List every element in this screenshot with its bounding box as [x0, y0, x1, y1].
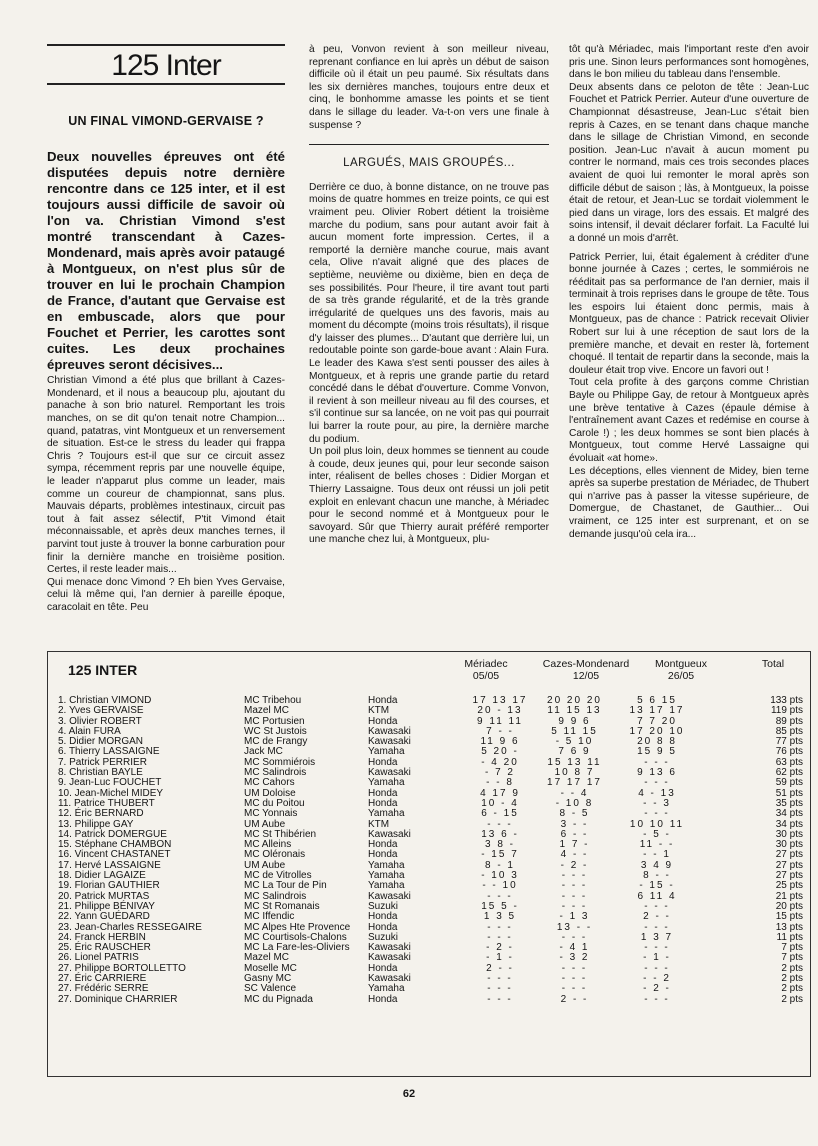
rider-name: 21. Philippe BÉNIVAY	[58, 900, 155, 912]
total-points: 35 pts	[775, 797, 803, 809]
score-meriadec: 8 - 1	[484, 859, 515, 871]
score-cazes: 10 8 7	[554, 767, 595, 779]
score-montgueux: 20 8 8	[637, 736, 677, 748]
table-row	[58, 706, 803, 716]
total-points: 2 pts	[781, 973, 803, 985]
make-name: Honda	[368, 797, 398, 809]
score-meriadec: 3 8 -	[484, 839, 515, 851]
paragraph: Derrière ce duo, à bonne distance, on ne trouve pas moins de quatre hommes en treize points, ce qui est vraiment peu. Olivier Robert détient la troisième marche du podium, sans pour autant avoir fait à aucun moment forte impression. Certes, il a remporté la dernière manche courue, mais avant cela, Olive n'avait aligné que des places de septième, neuvième ou dixième, bien en deça de ses possibilités. Pour l'heure, il tire avant tout parti de sa très grande régularité, et de la très grande irrégularité de quelques uns des favoris, mais au moment du décompte (moins trois résultats), il risque d'y laisser des plumes... D'autant que derrière lui, un redoutable pointe son garde-boue avant : Alain Fura. Le leader des Kawa s'est senti pousser des ailes à Montgueux, et à repris une grande partie du retard concédé dans le débat d'ouverture. Comme Vonvon, il revient à son meilleur niveau au fil des courses, et s'il continue sur sa lancée, on ne voit pas qui pourrait lui barrer la route pour, au pire, la dernière marche du podium.	[309, 181, 549, 445]
rider-name: 23. Jean-Charles RESSEGAIRE	[58, 921, 202, 933]
score-cazes: - 2 -	[560, 859, 589, 871]
make-name: KTM	[368, 705, 390, 717]
make-name: Kawasaki	[368, 828, 411, 840]
table-row	[58, 799, 803, 809]
score-montgueux: - - 3	[643, 797, 671, 809]
score-montgueux: - 15 -	[639, 880, 675, 892]
make-name: Yamaha	[368, 859, 405, 871]
total-points: 21 pts	[775, 890, 803, 902]
rider-name: 22. Yann GUÉDARD	[58, 911, 150, 923]
score-cazes: 11 15 13	[547, 705, 602, 717]
table-row	[58, 778, 803, 788]
score-cazes: - 5 10	[555, 736, 594, 748]
club-name: MC Salindrois	[244, 767, 307, 779]
rider-name: 8. Christian BAYLE	[58, 767, 143, 779]
make-name: Honda	[368, 921, 398, 933]
rider-name: 2. Yves GERVAISE	[58, 705, 144, 717]
score-meriadec: - 1 -	[486, 952, 514, 964]
total-points: 7 pts	[781, 942, 803, 954]
score-cazes: - 1 3	[559, 911, 590, 923]
score-montgueux: 15 9 5	[637, 746, 677, 758]
total-points: 34 pts	[775, 808, 803, 820]
club-name: MC Courtisols-Chalons	[244, 931, 347, 943]
make-name: Honda	[368, 849, 398, 861]
paragraph: Qui menace donc Vimond ? Eh bien Yves Gervaise, celui là même qui, l'an dernier à pareille époque, caracolait en tête. Peu	[47, 576, 285, 613]
score-meriadec: 11 9 6	[480, 736, 520, 748]
table-row	[58, 902, 803, 912]
table-row	[58, 809, 803, 819]
rider-name: 12. Éric BERNARD	[58, 808, 144, 820]
make-name: Kawasaki	[368, 890, 411, 902]
score-cazes: 2 - -	[560, 993, 589, 1005]
total-points: 30 pts	[775, 828, 803, 840]
score-meriadec: 20 - 13	[477, 705, 523, 717]
total-points: 51 pts	[775, 787, 803, 799]
paragraph: Christian Vimond a été plus que brillant à Cazes-Mondenard, et il nous a beaucoup plu, ajoutant du panache à son brio naturel. Remportant les trois manches, on se dit qu'on tenait notre Champion... quand, patatras, vint Montgueux et un renversement de situation. Est-ce le stress du leader qui frappa Chris ? Toujours est-il que sur ce circuit assez sympa, récemment repris par une nouvelle équipe, le leader n'apparut plus comme un leader, mais comme un coureur de championnat, sans plus. Mauvais départs, problèmes intestinaux, circuit pas tout à fait assez sélectif, P'tit Vimond était méconnaissable, et après deux manches ternes, il parvint tout juste à trouver la bonne carburation pour finir la dernière manche en troisième position. Certes, il reste leader mais...	[47, 375, 285, 576]
total-points: 7 pts	[781, 952, 803, 964]
rider-name: 27. Éric CARRIERE	[58, 973, 147, 985]
article-lead: Deux nouvelles épreuves ont été disputées depuis notre dernière rencontre dans ce 125 inter, et il est toujours aussi difficile de savoir où l'on va. Christian Vimond s'est montré transcendant à Cazes-Mondenard, mais après avoir pataugé à Montgueux, on n'est plus sûr de trouver en lui le prochain Champion de France, d'autant que Gervaise est en embuscade, alors que pour Fouchet et Perrier, les carottes sont cuites. Les deux prochaines épreuves seront décisives...	[47, 149, 285, 373]
make-name: KTM	[368, 818, 390, 830]
race-name: Montgueux	[655, 658, 707, 670]
score-cazes: 4 - -	[560, 849, 589, 861]
score-meriadec: 2 - -	[486, 962, 514, 974]
score-meriadec: - - -	[487, 818, 513, 830]
score-montgueux: - 5 -	[643, 828, 671, 840]
make-name: Yamaha	[368, 808, 405, 820]
score-cazes: - - -	[561, 931, 588, 943]
score-meriadec: 15 5 -	[481, 900, 519, 912]
club-name: MC Yonnais	[244, 808, 298, 820]
total-points: 63 pts	[775, 756, 803, 768]
score-cazes: - - -	[561, 983, 588, 995]
table-row	[58, 871, 803, 881]
rider-name: 26. Lionel PATRIS	[58, 952, 139, 964]
rider-name: 15. Stéphane CHAMBON	[58, 839, 172, 851]
score-meriadec: - - -	[487, 921, 513, 933]
score-cazes: - - -	[561, 880, 588, 892]
club-name: MC La Fare-les-Oliviers	[244, 942, 350, 954]
score-cazes: 1 7 -	[559, 839, 590, 851]
total-points: 27 pts	[775, 849, 803, 861]
race-date: 26/05	[667, 670, 695, 682]
rider-name: 9. Jean-Luc FOUCHET	[58, 777, 162, 789]
score-cazes: 3 - -	[560, 818, 589, 830]
paragraph: Un poil plus loin, deux hommes se tiennent au coude à coude, deux jeunes qui, pour leur seconde saison inter, réalisent de belles choses : Didier Morgan et Thierry Lassaigne. Tous deux ont réussi un joli petit exploit en enlevant chacun une manche, à Mériadec pour le second nommé et à Montgueux pour le savoyard. Sûr que Thierry aurait préféré remporter une manche chez lui, à Montgueux, plu-	[309, 446, 549, 546]
make-name: Kawasaki	[368, 942, 411, 954]
club-name: UM Aube	[244, 818, 286, 830]
score-montgueux: - - 2	[643, 973, 671, 985]
score-montgueux: 13 17 17	[629, 705, 685, 717]
total-points: 2 pts	[781, 983, 803, 995]
club-name: MC Sommiérois	[244, 756, 316, 768]
score-cazes: - - -	[561, 900, 588, 912]
table-row	[58, 923, 803, 933]
club-name: UM Aube	[244, 859, 286, 871]
club-name: MC Tribehou	[244, 695, 302, 706]
club-name: Gasny MC	[244, 973, 292, 985]
table-row	[58, 727, 803, 737]
score-montgueux: 1 3 7	[640, 931, 674, 943]
total-points: 27 pts	[775, 859, 803, 871]
table-row	[58, 964, 803, 974]
club-name: MC du Poitou	[244, 797, 305, 809]
table-row	[58, 717, 803, 727]
score-montgueux: - - -	[644, 962, 670, 974]
score-cazes: 13 - -	[556, 921, 593, 933]
score-montgueux: 7 7 20	[637, 715, 677, 727]
score-montgueux: - - -	[644, 777, 670, 789]
rider-name: 13. Philippe GAY	[58, 818, 134, 830]
total-points: 133 pts	[770, 695, 803, 706]
rider-name: 18. Didier LAGAIZE	[58, 870, 146, 882]
score-montgueux: - 2 -	[643, 983, 671, 995]
score-meriadec: 1 3 5	[483, 911, 517, 923]
score-montgueux: 17 20 10	[629, 725, 685, 737]
score-meriadec: - 10 3	[481, 870, 519, 882]
rider-name: 6. Thierry LASSAIGNE	[58, 746, 160, 758]
score-montgueux: 11 - -	[639, 839, 675, 851]
club-name: Moselle MC	[244, 962, 297, 974]
score-montgueux: - - -	[644, 808, 670, 820]
paragraph: Tout cela profite à des garçons comme Christian Bayle ou Philippe Gay, de retour à Montgueux après une brève tentative à Cazes (épaule démise à l'entraînement avant Cazes et redémise en course à Carole !) ; les deux hommes se sont bien placés à Montgueux, tout comme Hervé Lassaigne qui évoluait «at home».	[569, 377, 809, 464]
score-meriadec: 5 20 -	[481, 746, 519, 758]
score-meriadec: 7 - -	[486, 725, 514, 737]
make-name: Honda	[368, 839, 398, 851]
rider-name: 24. Franck HERBIN	[58, 931, 146, 943]
make-name: Yamaha	[368, 880, 405, 892]
total-points: 76 pts	[775, 746, 803, 758]
club-name: Jack MC	[244, 746, 283, 758]
table-row	[58, 974, 803, 984]
score-montgueux: 10 10 11	[629, 818, 685, 830]
score-montgueux: 4 - 13	[638, 787, 676, 799]
rider-name: 27. Philippe BORTOLLETTO	[58, 962, 186, 974]
club-name: UM Doloise	[244, 787, 296, 799]
score-meriadec: - 4 20	[481, 756, 519, 768]
make-name: Kawasaki	[368, 952, 411, 964]
race-name: Mériadec	[464, 658, 508, 670]
score-montgueux: - - -	[644, 921, 670, 933]
score-meriadec: 10 - 4	[481, 797, 519, 809]
score-cazes: - 10 8	[555, 797, 594, 809]
table-row	[58, 995, 803, 1005]
score-montgueux: - - -	[644, 900, 670, 912]
score-meriadec: - - -	[487, 973, 513, 985]
article-headline: UN FINAL VIMOND-GERVAISE ?	[68, 113, 264, 128]
race-header-montgueux	[646, 658, 716, 682]
title-rule	[47, 83, 285, 85]
score-montgueux: 8 - -	[643, 870, 671, 882]
paragraph: Deux absents dans ce peloton de tête : Jean-Luc Fouchet et Patrick Perrier. Auteur d'une ouverture de Championnat désastreuse, Jean-Luc s'était bien repris à Cazes, en se tenant dans chaque manche dans le sillage de Christian Vimond, en seconde position. Jean-Luc n'avait à aucun moment pu contrer le normand, mais ces trois secondes places avaient de quoi lui remonter le moral après son difficile début de saison ; làs, à Montgueux, la poisse était de retour, et Jean-Luc se tordait violemment le pied dans un virage, lors des essais. Et malgré des soins intensif, il devait déclarer forfait. La Faculté lui a donné un mois d'arrêt.	[569, 81, 809, 244]
make-name: Kawasaki	[368, 736, 411, 748]
rider-name: 5. Didier MORGAN	[58, 736, 144, 748]
club-name: MC de Vitrolles	[244, 870, 312, 882]
score-cazes: - - -	[561, 962, 588, 974]
score-meriadec: 6 - 15	[481, 808, 519, 820]
table-row	[58, 892, 803, 902]
make-name: Yamaha	[368, 746, 405, 758]
race-name: Cazes-Mondenard	[542, 658, 630, 670]
rider-name: 11. Patrice THUBERT	[58, 797, 155, 809]
club-name: SC Valence	[244, 983, 297, 995]
score-cazes: 7 6 9	[558, 746, 591, 758]
article-column-2	[309, 44, 549, 547]
rider-name: 3. Olivier ROBERT	[58, 715, 142, 727]
score-meriadec: - - 10	[482, 880, 518, 892]
make-name: Yamaha	[368, 777, 405, 789]
make-name: Kawasaki	[368, 973, 411, 985]
total-points: 85 pts	[775, 725, 803, 737]
score-cazes: 15 13 11	[547, 756, 602, 768]
table-row	[58, 768, 803, 778]
rider-name: 25. Éric RAUSCHER	[58, 942, 151, 954]
paragraph: Les déceptions, elles viennent de Midey, bien terne après sa superbe prestation de Mériadec, de Thubert qui n'arrive pas à passer la vitesse supérieure, de Domergue, de Chastanet, de Gauthier... Oui vraiment, ce 125 inter est surprenant, et on se demande jusqu'où cela ira...	[569, 465, 809, 540]
make-name: Honda	[368, 962, 398, 974]
make-name: Honda	[368, 695, 398, 706]
rider-name: 19. Florian GAUTHIER	[58, 880, 160, 892]
club-name: MC Portusien	[244, 715, 305, 727]
club-name: MC du Pignada	[244, 993, 313, 1005]
score-cazes: - - -	[561, 870, 588, 882]
total-header: Total	[761, 658, 785, 670]
rider-name: 16. Vincent CHASTANET	[58, 849, 171, 861]
score-montgueux: 2 - -	[643, 911, 671, 923]
rider-name: 27. Dominique CHARRIER	[58, 993, 178, 1005]
score-meriadec: - 15 7	[481, 849, 519, 861]
score-meriadec: - - -	[487, 983, 513, 995]
subhead: LARGUÉS, MAIS GROUPÉS...	[343, 157, 515, 170]
score-cazes: - - -	[561, 890, 588, 902]
club-name: MC Salindrois	[244, 890, 307, 902]
race-header-cazes	[536, 658, 636, 682]
score-meriadec: - - -	[487, 931, 513, 943]
score-montgueux: - 1 -	[643, 952, 671, 964]
club-name: Mazel MC	[244, 952, 290, 964]
total-points: 13 pts	[775, 921, 803, 933]
score-meriadec: - - 8	[486, 777, 514, 789]
paragraph: à peu, Vonvon revient à son meilleur niveau, reprenant confiance en lui après un début de saison difficile où il était un peu paumé. Six résultats dans les six dernières manches, toujours entre deux et cinq, le bonhomme amasse les points et se tient dans le sillage du leader. Va-t-on vers une finale à suspense ?	[309, 44, 549, 131]
results-title: 125 INTER	[68, 662, 138, 678]
score-cazes: 17 17 17	[547, 777, 602, 789]
table-row	[58, 881, 803, 891]
rider-name: 7. Patrick PERRIER	[58, 756, 147, 768]
score-cazes: 9 9 6	[558, 715, 591, 727]
make-name: Suzuki	[368, 900, 399, 912]
table-row	[58, 933, 803, 943]
table-row	[58, 758, 803, 768]
results-box	[47, 651, 811, 1077]
table-row	[58, 861, 803, 871]
club-name: MC St Thibérien	[244, 828, 317, 840]
total-points: 62 pts	[775, 767, 803, 779]
club-name: MC La Tour de Pin	[244, 880, 327, 892]
rider-name: 1. Christian VIMOND	[58, 695, 152, 706]
total-points: 11 pts	[776, 931, 803, 943]
total-points: 77 pts	[775, 736, 803, 748]
total-points: 2 pts	[781, 962, 803, 974]
total-points: 27 pts	[775, 870, 803, 882]
rider-name: 27. Frédéric SERRE	[58, 983, 149, 995]
score-montgueux: 5 6 15	[637, 695, 677, 706]
table-row	[58, 943, 803, 953]
total-points: 20 pts	[775, 900, 803, 912]
make-name: Yamaha	[368, 870, 405, 882]
race-date: 12/05	[572, 670, 600, 682]
total-points: 89 pts	[775, 715, 803, 727]
score-meriadec: - 7 2	[484, 767, 515, 779]
score-cazes: - 4 1	[559, 942, 590, 954]
score-cazes: 20 20 20	[547, 695, 602, 706]
club-name: MC St Romanais	[244, 900, 320, 912]
paragraph: Patrick Perrier, lui, était également à créditer d'une bonne journée à Cazes ; certes, le sommiérois ne rééditait pas sa performance de l'an dernier, mais il terminait à trois reprises dans le groupe de tête. Tous les espoirs lui étaient donc permis, mais à Montgueux, pas de chance : Patrick recevait Olivier Robert sur lui à une réception de saut lors de la première manche, et devait en rester là, fortement choqué. Il tentait de repartir dans la seconde, mais la douleur était trop vive. Encore un favori out !	[569, 251, 809, 376]
make-name: Yamaha	[368, 983, 405, 995]
club-name: MC Oléronais	[244, 849, 306, 861]
club-name: Mazel MC	[244, 705, 290, 717]
make-name: Suzuki	[368, 931, 399, 943]
score-cazes: 5 11 15	[551, 725, 598, 737]
score-cazes: - - 4	[560, 787, 589, 799]
total-points: 2 pts	[781, 993, 803, 1005]
score-meriadec: 4 17 9	[480, 787, 520, 799]
results-table	[58, 696, 803, 1005]
race-header-meriadec	[456, 658, 516, 682]
score-montgueux: - - 1	[643, 849, 671, 861]
table-row	[58, 747, 803, 757]
make-name: Kawasaki	[368, 725, 411, 737]
make-name: Kawasaki	[368, 767, 411, 779]
table-row	[58, 737, 803, 747]
score-montgueux: - - -	[644, 756, 670, 768]
rider-name: 4. Alain FURA	[58, 725, 121, 737]
page-number: 62	[402, 1088, 416, 1100]
article-column-3	[569, 44, 809, 541]
score-meriadec: 17 13 17	[472, 695, 528, 706]
make-name: Honda	[368, 787, 398, 799]
score-montgueux: 9 13 6	[637, 767, 677, 779]
club-name: MC Alleins	[244, 839, 292, 851]
score-meriadec: 13 6 -	[481, 828, 519, 840]
table-row	[58, 850, 803, 860]
club-name: MC Alpes Hte Provence	[244, 921, 351, 933]
article-title: 125 Inter	[111, 49, 221, 82]
race-date: 05/05	[472, 670, 500, 682]
make-name: Honda	[368, 993, 398, 1005]
score-meriadec: - 2 -	[486, 942, 514, 954]
rider-name: 17. Hervé LASSAIGNE	[58, 859, 161, 871]
total-points: 59 pts	[775, 777, 803, 789]
score-montgueux: 3 4 9	[640, 859, 674, 871]
score-montgueux: - - -	[644, 942, 670, 954]
score-montgueux: 6 11 4	[637, 890, 677, 902]
club-name: MC Cahors	[244, 777, 295, 789]
make-name: Honda	[368, 715, 398, 727]
total-points: 15 pts	[775, 911, 803, 923]
total-points: 34 pts	[775, 818, 803, 830]
paragraph: tôt qu'à Mériadec, mais l'important reste d'en avoir pris une. Sinon leurs performances sont homogènes, dans le bon milieu du tableau dans l'ensemble.	[569, 44, 809, 81]
score-cazes: 6 - -	[560, 828, 589, 840]
article-column-1	[47, 44, 285, 614]
make-name: Honda	[368, 756, 398, 768]
table-row	[58, 820, 803, 830]
table-row	[58, 789, 803, 799]
rider-name: 10. Jean-Michel MIDEY	[58, 787, 164, 799]
total-points: 25 pts	[775, 880, 803, 892]
score-montgueux: - - -	[644, 993, 670, 1005]
club-name: MC Iffendic	[244, 911, 295, 923]
table-row	[58, 696, 803, 706]
make-name: Honda	[368, 911, 398, 923]
total-points: 30 pts	[775, 839, 803, 851]
total-points: 119 pts	[770, 705, 803, 717]
score-meriadec: 9 11 11	[477, 715, 523, 727]
table-row	[58, 912, 803, 922]
rider-name: 14. Patrick DOMERGUE	[58, 828, 167, 840]
score-meriadec: - - -	[487, 993, 513, 1005]
score-cazes: - 3 2	[559, 952, 590, 964]
score-meriadec: - - -	[487, 890, 513, 902]
rider-name: 20. Patrick MURTAS	[58, 890, 150, 902]
score-cazes: 8 - 5	[559, 808, 590, 820]
club-name: WC St Justois	[244, 725, 307, 737]
club-name: MC de Frangy	[244, 736, 308, 748]
score-cazes: - - -	[561, 973, 588, 985]
